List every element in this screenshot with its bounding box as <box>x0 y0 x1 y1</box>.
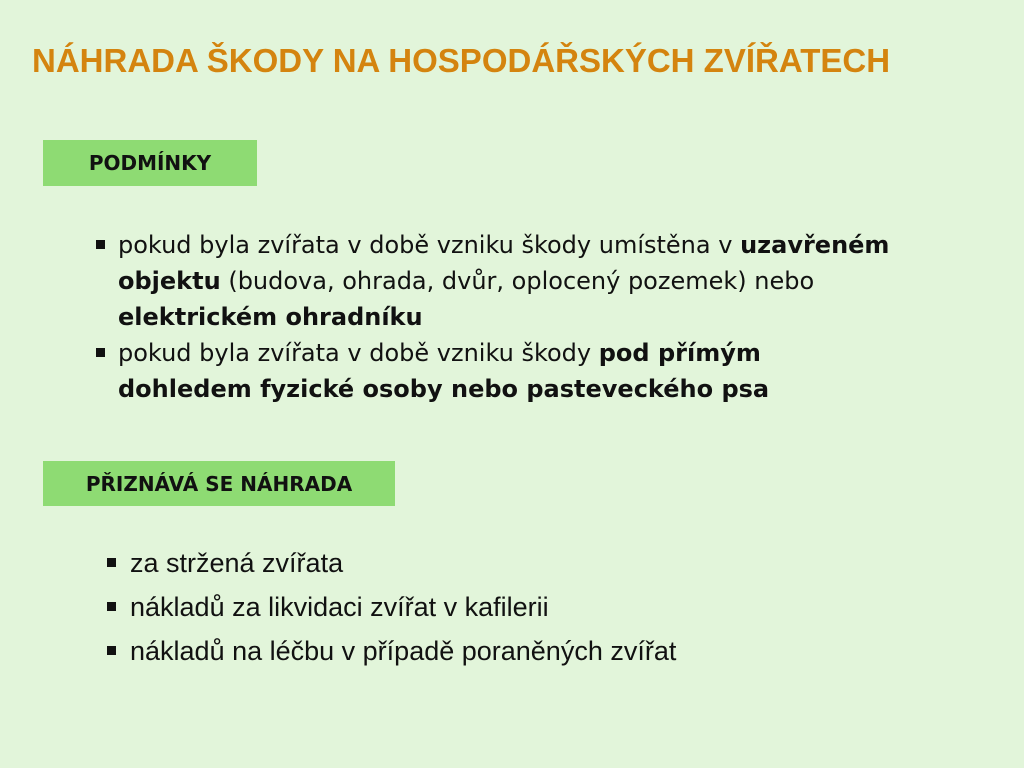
conditions-list-item <box>94 335 894 407</box>
condition-text: pokud byla zvířata v době vzniku škody <box>118 339 599 367</box>
square-bullet-icon <box>107 602 116 611</box>
compensation-list-item <box>105 585 865 629</box>
square-bullet-icon <box>107 558 116 567</box>
compensation-list-item <box>105 629 865 673</box>
condition-emphasis: uzavřeném objektu <box>118 231 890 295</box>
condition-text: (budova, ohrada, dvůr, oplocený pozemek) nebo <box>220 267 815 295</box>
section-label-compensation-text: PŘIZNÁVÁ SE NÁHRADA <box>85 471 353 496</box>
compensation-list <box>105 541 865 673</box>
compensation-list-item <box>105 541 865 585</box>
section-label-conditions <box>43 140 257 186</box>
slide-title: NÁHRADA ŠKODY NA HOSPODÁŘSKÝCH ZVÍŘATECH <box>32 42 891 79</box>
condition-text: pokud byla zvířata v době vzniku škody umístěna v <box>118 231 741 259</box>
condition-emphasis: elektrickém ohradníku <box>118 303 423 331</box>
square-bullet-icon <box>96 240 105 249</box>
section-label-conditions-text: PODMÍNKY <box>88 151 212 175</box>
compensation-text: nákladů na léčbu v případě poraněných zvířat <box>130 636 677 666</box>
square-bullet-icon <box>96 348 105 357</box>
square-bullet-icon <box>107 646 116 655</box>
compensation-text: za stržená zvířata <box>130 548 344 578</box>
compensation-text: nákladů za likvidaci zvířat v kafilerii <box>130 592 549 622</box>
conditions-list <box>94 227 894 407</box>
conditions-list-item <box>94 227 894 335</box>
section-label-compensation <box>43 461 395 506</box>
condition-emphasis: pod přímým dohledem fyzické osoby nebo pasteveckého psa <box>118 339 770 403</box>
